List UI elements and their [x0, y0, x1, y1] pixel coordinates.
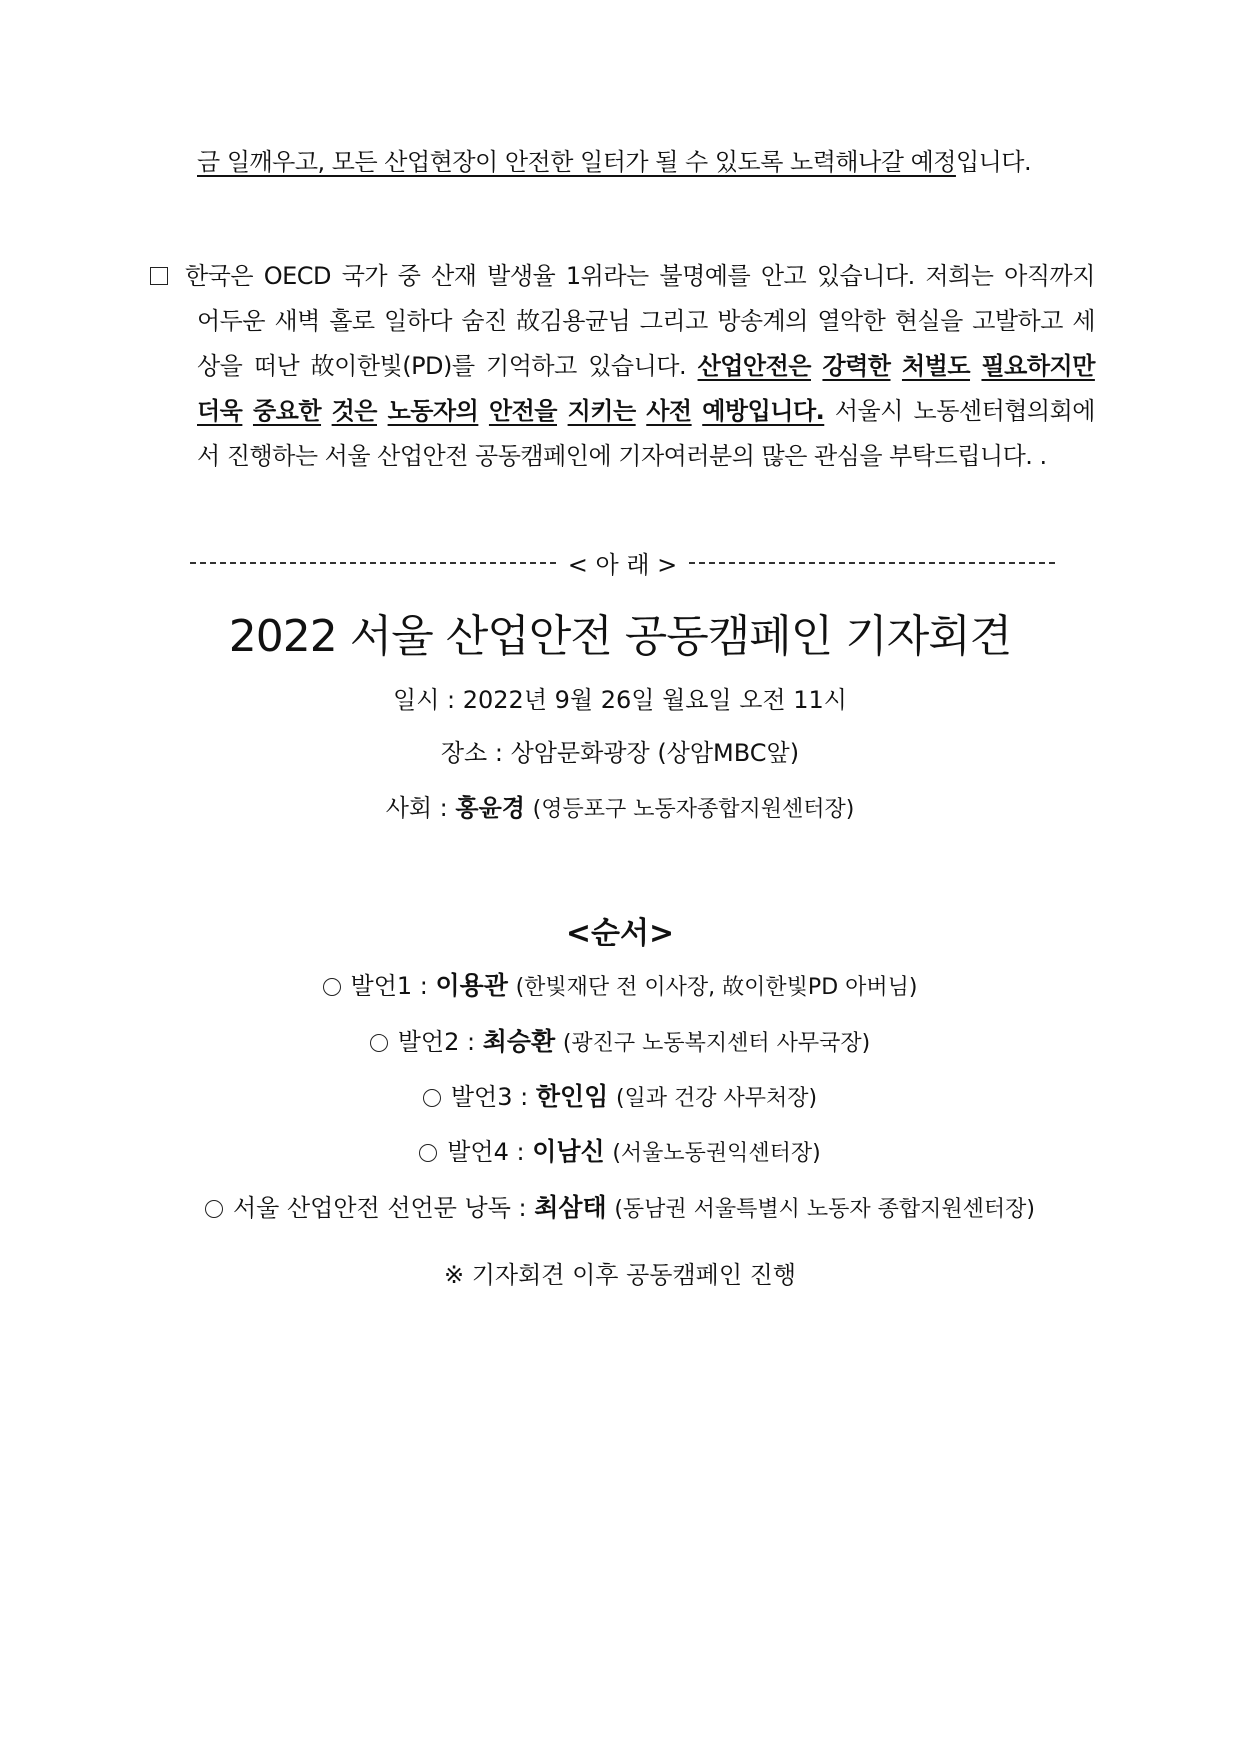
order-item-affiliation: (서울노동권익센터장) — [612, 1141, 821, 1166]
order-item-affiliation: (일과 건강 사무처장) — [615, 1086, 818, 1111]
order-item-label: 발언3 : — [450, 1083, 536, 1111]
word: 노동센터협의회에 — [913, 397, 1095, 425]
order-item — [0, 1188, 1240, 1224]
word: 1위라는 — [565, 262, 649, 290]
order-item — [0, 1132, 1240, 1168]
order-item-speaker: 이용관 — [435, 971, 508, 1000]
word: 불명예를 — [659, 262, 751, 290]
emphasis-word: 사전 — [646, 397, 692, 425]
word: 방송계의 — [717, 307, 808, 335]
circle-bullet-icon — [323, 978, 341, 996]
emphasis-word: 더욱 — [197, 397, 243, 425]
order-item — [0, 1022, 1240, 1058]
emphasis-word: 안전을 — [488, 397, 557, 425]
order-item-speaker: 최승환 — [482, 1027, 556, 1056]
event-title: 2022 서울 산업안전 공동캠페인 기자회견 — [228, 611, 1012, 662]
word: 산재 — [431, 262, 477, 290]
order-item-label: 발언2 : — [397, 1028, 483, 1056]
intro-tail-underlined: 금 일깨우고, 모든 산업현장이 안전한 일터가 될 수 있도록 노력해나갈 예정 — [197, 148, 956, 176]
word: 故김용균님 — [516, 307, 631, 335]
word: 숨진 — [461, 307, 507, 335]
paragraph-line-4 — [197, 389, 1095, 434]
host-affiliation: (영등포구 노동자종합지원센터장) — [532, 797, 855, 822]
word: 있습니다. — [588, 352, 687, 380]
paragraph-line-5 — [197, 434, 1095, 479]
order-item-label: 서울 산업안전 선언문 낭독 : — [232, 1194, 535, 1222]
intro-tail-rest: 입니다. — [955, 148, 1032, 176]
word: 한국은 — [185, 262, 254, 290]
word: 어두운 — [197, 307, 266, 335]
order-item-affiliation: (광진구 노동복지센터 사무국장) — [562, 1031, 871, 1056]
word: 안고 — [760, 262, 807, 290]
event-date: 일시 : 2022년 9월 26일 월요일 오전 11시 — [393, 686, 847, 714]
word: 기억하고 — [486, 352, 577, 380]
order-title: <순서> — [565, 916, 675, 951]
circle-bullet-icon — [419, 1144, 437, 1162]
event-host — [0, 788, 1240, 823]
word: 발생율 — [487, 262, 556, 290]
event-note: ※ 기자회견 이후 공동캠페인 진행 — [443, 1261, 797, 1289]
notice-paragraph — [150, 254, 1095, 479]
emphasis-word: 산업안전은 — [697, 352, 811, 380]
word: 故이한빛(PD)를 — [310, 352, 475, 380]
emphasis-word: 노동자의 — [387, 397, 479, 425]
word: OECD — [263, 262, 332, 290]
host-name: 홍윤경 — [455, 794, 525, 822]
word: 현실을 — [894, 307, 963, 335]
order-item — [0, 1077, 1240, 1113]
paragraph-line-1 — [150, 254, 1095, 299]
order-item-affiliation: (동남권 서울특별시 노동자 종합지원센터장) — [614, 1197, 1036, 1222]
emphasis-word: 중요한 — [252, 397, 322, 425]
word: 아직까지 — [1004, 262, 1095, 290]
word: 일하다 — [383, 307, 452, 335]
checkbox-bullet-icon — [150, 267, 168, 285]
emphasis-word: 필요하지만 — [981, 352, 1095, 380]
divider-dashes-right — [689, 562, 1055, 564]
order-item — [0, 966, 1240, 1002]
divider-label: < 아 래 > — [567, 551, 678, 579]
word: 상을 — [197, 352, 243, 380]
section-divider — [190, 545, 1055, 580]
circle-bullet-icon — [205, 1200, 223, 1218]
paragraph-line-2 — [197, 299, 1095, 344]
word: 있습니다. — [816, 262, 915, 290]
paragraph-closing-text: 서 진행하는 서울 산업안전 공동캠페인에 기자여러분의 많은 관심을 부탁드립니다. . — [197, 442, 1047, 470]
emphasis-word: 것은 — [331, 397, 377, 425]
order-item-speaker: 한인임 — [535, 1082, 609, 1111]
word: 고발하고 — [972, 307, 1063, 335]
emphasis-word: 강력한 — [822, 352, 891, 380]
word: 서울시 — [834, 397, 903, 425]
word: 새벽 — [274, 307, 320, 335]
event-place: 장소 : 상암문화광장 (상암MBC앞) — [440, 739, 800, 767]
circle-bullet-icon — [423, 1089, 441, 1107]
word: 저희는 — [925, 262, 994, 290]
word: 그리고 — [639, 307, 708, 335]
emphasis-word: 처벌도 — [901, 352, 971, 380]
word: 떠난 — [253, 352, 300, 380]
intro-tail-line — [197, 142, 1057, 177]
word: 국가 — [341, 262, 388, 290]
word: 열악한 — [817, 307, 886, 335]
word: 홀로 — [329, 307, 375, 335]
emphasis-word: 지키는 — [567, 397, 636, 425]
paragraph-line-3 — [197, 344, 1095, 389]
host-label: 사회 : — [385, 794, 456, 822]
order-item-speaker: 이남신 — [532, 1137, 605, 1166]
word: 중 — [397, 262, 421, 290]
order-item-affiliation: (한빛재단 전 이사장, 故이한빛PD 아버님) — [515, 975, 918, 1000]
circle-bullet-icon — [370, 1034, 388, 1052]
order-item-speaker: 최삼태 — [534, 1193, 607, 1222]
divider-dashes-left — [190, 562, 556, 564]
order-item-label: 발언1 : — [350, 972, 436, 1000]
word: 세 — [1072, 307, 1095, 335]
order-item-label: 발언4 : — [447, 1138, 533, 1166]
emphasis-word: 예방입니다. — [702, 397, 825, 425]
